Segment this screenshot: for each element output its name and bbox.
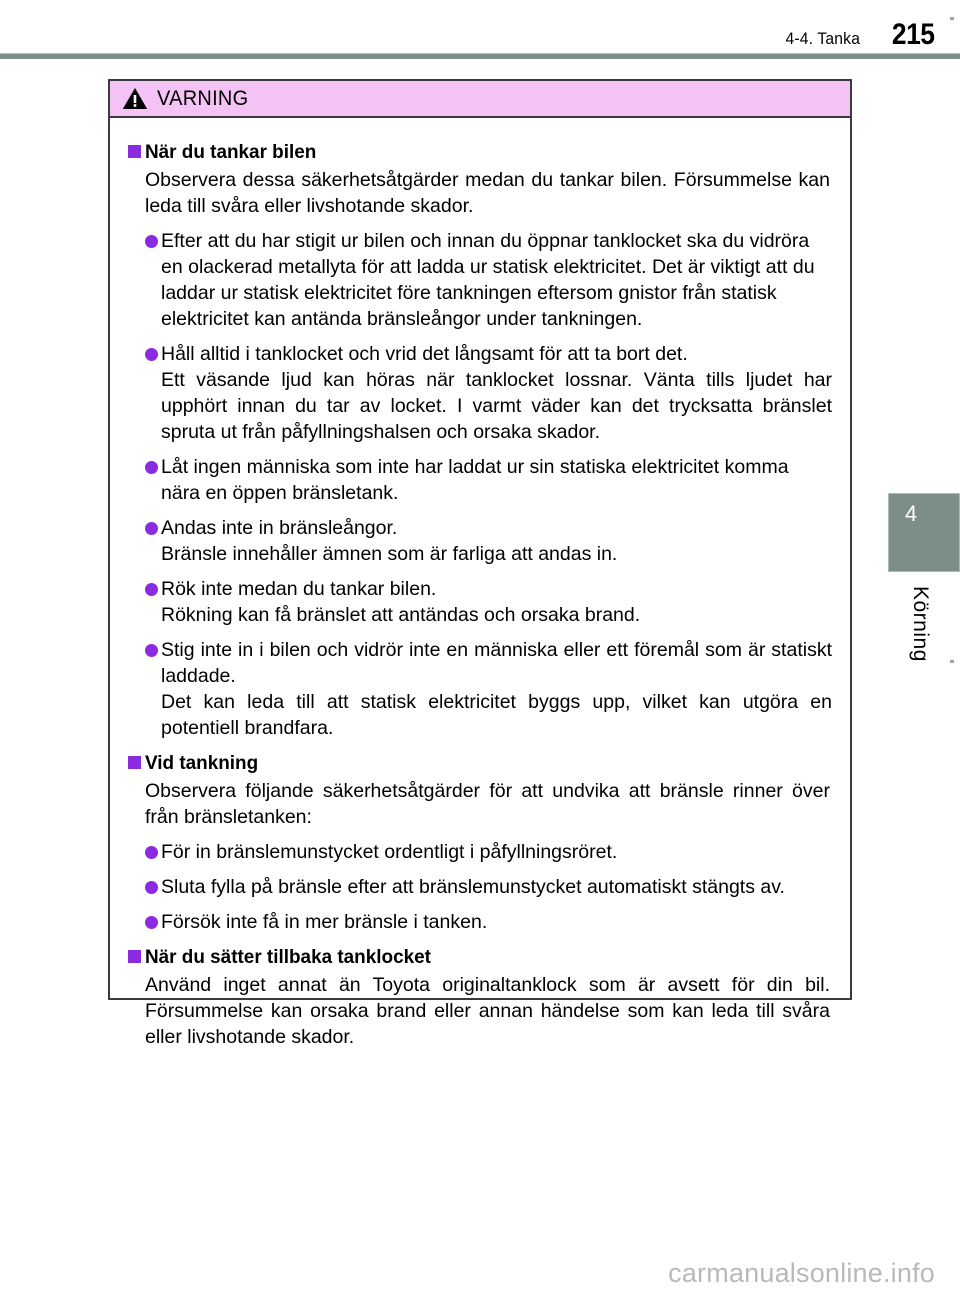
list-item [145, 341, 832, 445]
warning-panel-body [110, 118, 850, 1066]
round-bullet-icon [145, 461, 158, 474]
list-item-line: Det kan leda till att statisk elektricitet byggs upp, vilket kan utgöra en potentiell brandfara. [161, 691, 832, 739]
square-bullet-icon [128, 950, 141, 963]
list-item-line: Andas inte in bränsleångor. [161, 517, 398, 539]
round-bullet-icon [145, 235, 158, 248]
list-item-line: Efter att du har stigit ur bilen och innan du öppnar tanklocket ska du vidröra en olackerad metallyta för att ladda ur statisk elektricitet. Det är viktigt att du laddar ur statisk elektricitet före tankningen eftersom gnistor från statisk elektricitet kan antända bränsleångor under tankningen. [161, 230, 815, 330]
warning-section-heading-text: När du tankar bilen [145, 141, 317, 163]
list-item-line: Ett väsande ljud kan höras när tanklocket lossnar. Vänta tills ljudet har upphört innan du tar av locket. I varmt väder kan det trycksatta bränslet spruta ut från påfyllningshalsen och orsaka skador. [161, 369, 832, 443]
list-item [145, 576, 832, 628]
square-bullet-icon [128, 756, 141, 769]
warning-triangle-icon [122, 87, 148, 110]
chapter-tab-number: 4 [904, 501, 918, 526]
list-item-line: Rökning kan få bränslet att antändas och orsaka brand. [161, 604, 641, 626]
round-bullet-icon [145, 881, 158, 894]
chapter-tab [888, 493, 960, 572]
header-divider-rule [0, 53, 960, 59]
warning-panel [108, 79, 852, 1048]
round-bullet-icon [145, 846, 158, 859]
list-item-line: Sluta fylla på bränsle efter att bränslemunstycket automatiskt stängts av. [161, 876, 785, 898]
warning-section-intro: Observera följande säkerhetsåtgärder för att undvika att bränsle rinner över från bränsletanken: [145, 780, 830, 828]
round-bullet-icon [145, 916, 158, 929]
warning-section-heading [128, 750, 832, 776]
list-item-line: Låt ingen människa som inte har laddat ur sin statiska elektricitet komma nära en öppen bränsletank. [161, 456, 789, 504]
warning-section-heading-text: Vid tankning [145, 752, 259, 774]
square-bullet-icon [128, 145, 141, 158]
round-bullet-icon [145, 522, 158, 535]
list-item-line: Bränsle innehåller ämnen som är farliga att andas in. [161, 543, 618, 565]
list-item [145, 228, 832, 332]
warning-section-heading [128, 944, 832, 970]
round-bullet-icon [145, 583, 158, 596]
list-item [145, 909, 832, 935]
round-bullet-icon [145, 644, 158, 657]
list-item [145, 839, 832, 865]
list-item [145, 454, 832, 506]
chapter-tab-label: Körning [909, 586, 932, 662]
list-item-line: Stig inte in i bilen och vidrör inte en människa eller ett föremål som är statiskt laddade. [161, 639, 832, 687]
footer-watermark: carmanualsonline.info [668, 1258, 935, 1288]
warning-section-heading [128, 139, 832, 165]
warning-section-heading-text: När du sätter tillbaka tanklocket [145, 946, 431, 968]
warning-section-intro: Observera dessa säkerhetsåtgärder medan du tankar bilen. Försummelse kan leda till svåra eller livshotande skador. [145, 169, 830, 217]
page-number: 215 [892, 18, 935, 51]
list-item [145, 637, 832, 741]
list-item [145, 515, 832, 567]
list-item-line: Rök inte medan du tankar bilen. [161, 578, 437, 600]
page-header [0, 0, 960, 56]
warning-panel-header [110, 81, 850, 118]
edge-tick-mid-right [950, 660, 954, 663]
list-item-line: Försök inte få in mer bränsle i tanken. [161, 911, 488, 933]
list-item [145, 874, 832, 900]
edge-tick-top-right [950, 17, 954, 20]
round-bullet-icon [145, 348, 158, 361]
header-content [779, 18, 935, 52]
header-section-title: 4-4. Tanka [785, 29, 861, 48]
warning-section-intro: Använd inget annat än Toyota originaltanklock som är avsett för din bil. Försummelse kan orsaka brand eller annan händelse som kan leda till svåra eller livshotande skador. [145, 974, 830, 1048]
warning-panel-title: VARNING [157, 86, 249, 110]
list-item-line: Håll alltid i tanklocket och vrid det långsamt för att ta bort det. [161, 343, 688, 365]
list-item-line: För in bränslemunstycket ordentligt i påfyllningsröret. [161, 841, 618, 863]
